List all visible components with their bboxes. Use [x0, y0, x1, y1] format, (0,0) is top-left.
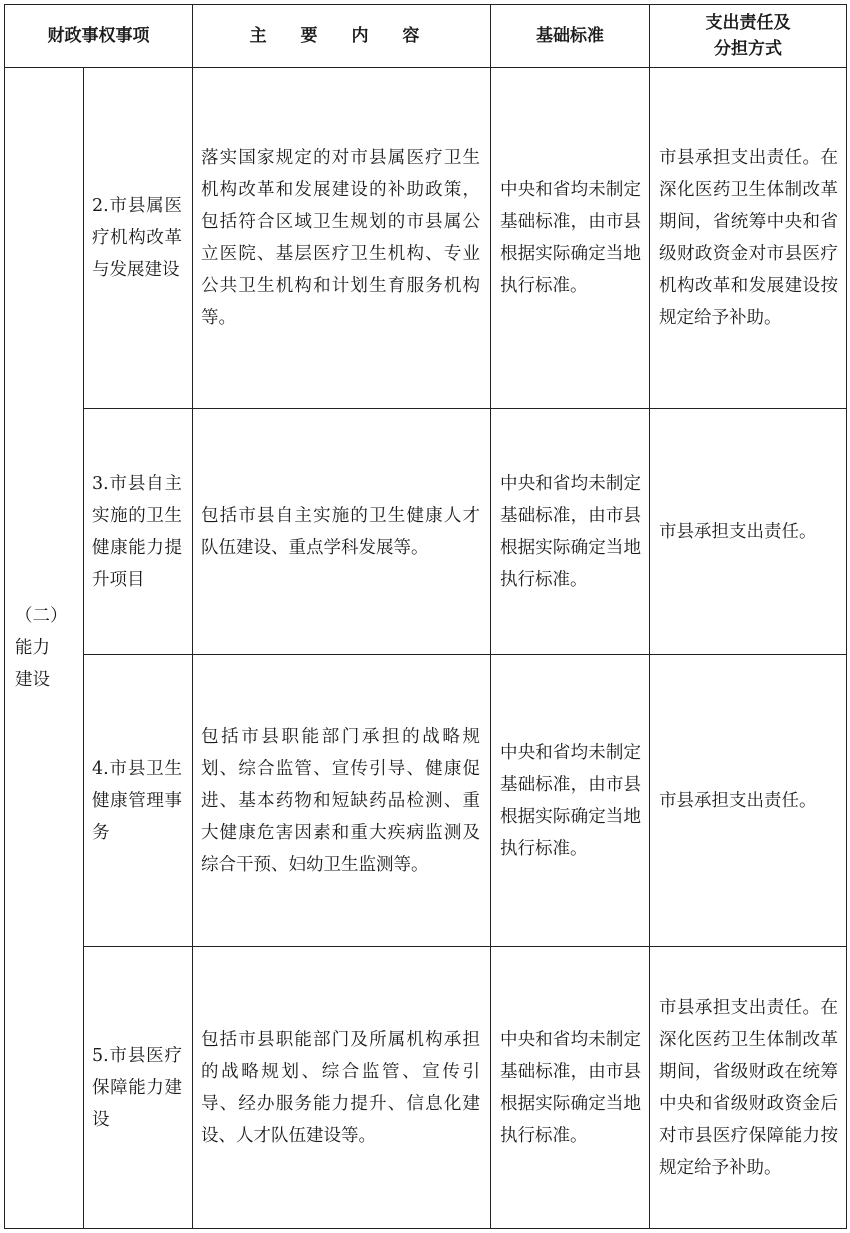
category-cell	[5, 68, 84, 1229]
header-responsibility: 支出责任及 分担方式	[650, 5, 847, 68]
responsibility-cell: 市县承担支出责任。在深化医药卫生体制改革期间，省统筹中央和省级财政资金对市县医疗机构改革和发展建设按规定给予补助。	[650, 68, 847, 409]
category-number: （二）	[15, 606, 68, 626]
table-row	[5, 655, 847, 947]
fiscal-responsibility-table	[4, 4, 847, 1229]
responsibility-cell: 市县承担支出责任。	[650, 409, 847, 655]
table-row	[5, 409, 847, 655]
header-content: 主 要 内 容	[193, 5, 491, 68]
standard-cell: 中央和省均未制定基础标准，由市县根据实际确定当地执行标准。	[491, 655, 650, 947]
item-cell: 3.市县自主实施的卫生健康能力提升项目	[84, 409, 193, 655]
responsibility-cell: 市县承担支出责任。	[650, 655, 847, 947]
standard-cell: 中央和省均未制定基础标准，由市县根据实际确定当地执行标准。	[491, 409, 650, 655]
content-cell: 包括市县职能部门承担的战略规划、综合监管、宣传引导、健康促进、基本药物和短缺药品检测、重大健康危害因素和重大疾病监测及综合干预、妇幼卫生监测等。	[193, 655, 491, 947]
responsibility-cell: 市县承担支出责任。在深化医药卫生体制改革期间，省级财政在统筹中央和省级财政资金后对市县医疗保障能力按规定给予补助。	[650, 947, 847, 1229]
content-cell: 落实国家规定的对市县属医疗卫生机构改革和发展建设的补助政策，包括符合区域卫生规划的市县属公立医院、基层医疗卫生机构、专业公共卫生机构和计划生育服务机构等。	[193, 68, 491, 409]
table-row	[5, 947, 847, 1229]
header-item: 财政事权事项	[5, 5, 193, 68]
content-cell: 包括市县职能部门及所属机构承担的战略规划、综合监管、宣传引导、经办服务能力提升、信息化建设、人才队伍建设等。	[193, 947, 491, 1229]
item-cell: 2.市县属医疗机构改革与发展建设	[84, 68, 193, 409]
item-cell: 5.市县医疗保障能力建设	[84, 947, 193, 1229]
standard-cell: 中央和省均未制定基础标准，由市县根据实际确定当地执行标准。	[491, 68, 650, 409]
content-cell: 包括市县自主实施的卫生健康人才队伍建设、重点学科发展等。	[193, 409, 491, 655]
standard-cell: 中央和省均未制定基础标准，由市县根据实际确定当地执行标准。	[491, 947, 650, 1229]
category-name: 能力建设	[15, 638, 50, 690]
header-standard: 基础标准	[491, 5, 650, 68]
item-cell: 4.市县卫生健康管理事务	[84, 655, 193, 947]
table-row	[5, 68, 847, 409]
header-row	[5, 5, 847, 68]
